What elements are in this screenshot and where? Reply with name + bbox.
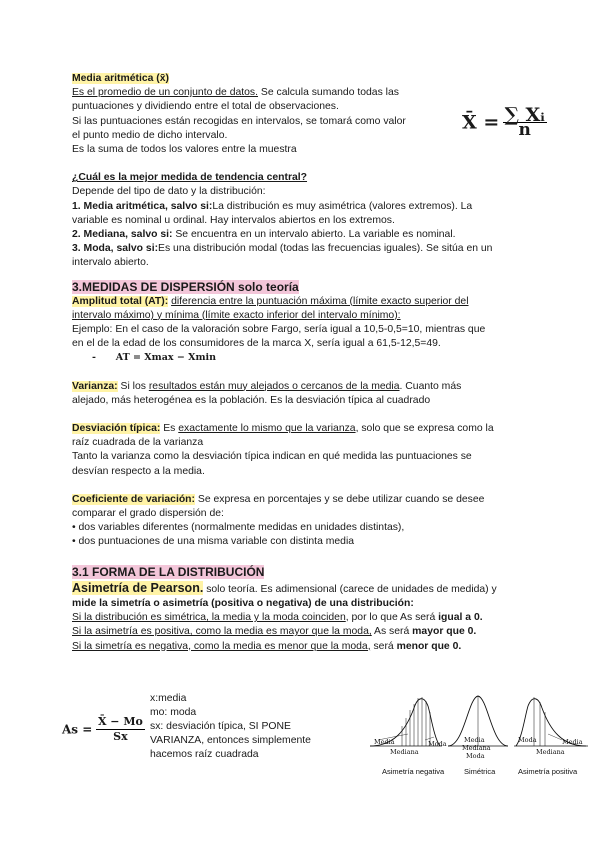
- c1-moda-label: Moda: [428, 740, 447, 748]
- item-3-text: Es una distribución modal (todas las frecuencias iguales). Se sitúa en un: [158, 243, 493, 255]
- coeficiente-bullet-1: • dos variables diferentes (normalmente medidas en unidades distintas),: [72, 522, 405, 534]
- c2-caption: Simétrica: [464, 767, 496, 776]
- mejor-medida-title: ¿Cuál es la mejor medida de tendencia central?: [72, 172, 308, 184]
- negative-skew-curve: [370, 697, 447, 776]
- positiva-rest: As será: [371, 626, 413, 638]
- desviacion-underlined: exactamente lo mismo que la varianza: [178, 423, 356, 435]
- legend-line-2: mo: moda: [150, 707, 197, 718]
- desviacion-line-4: desvían respecto a la media.: [72, 465, 205, 477]
- simetrica-bold: igual a 0.: [438, 612, 483, 624]
- media-definition-rest: Se calcula sumando todas las: [258, 87, 399, 99]
- document-page: [72, 72, 532, 654]
- pearson-line-2: mide la simetría o asimetría (positiva o negativa) de una distribución:: [72, 597, 414, 609]
- dispersion-title: 3.MEDIDAS DE DISPERSIÓN solo teoría: [72, 279, 299, 294]
- amplitud-total-def-cont: intervalo máximo) y mínima (límite exacto inferior del intervalo mínimo):: [72, 309, 401, 321]
- pearson-formula-numerator: X̄ − Mo: [96, 715, 145, 730]
- varianza-pre: Si los: [117, 380, 149, 392]
- at-formula: AT = Xmax − Xmin: [115, 352, 217, 364]
- pearson-formula: [62, 715, 145, 744]
- media-text-line-3: Si las puntuaciones están recogidas en intervalos, se tomará como valor: [72, 115, 406, 127]
- media-text-line-4: el punto medio de dicho intervalo.: [72, 129, 228, 141]
- legend-line-3: sx: desviación típica, SI PONE: [150, 721, 291, 732]
- pearson-formula-denominator: Sx: [113, 730, 128, 744]
- positiva-bold: mayor que 0.: [412, 626, 477, 638]
- varianza-line-2: alejado, más heterogénea es la población. Es la desviación típica al cuadrado: [72, 394, 431, 406]
- pearson-formula-lhs: As =: [62, 722, 93, 737]
- bullet-dash: -: [92, 352, 116, 364]
- media-text-line-5: Es la suma de todos los valores entre la muestra: [72, 144, 297, 156]
- mean-formula-numerator: ∑ Xᵢ: [504, 104, 545, 126]
- mean-formula-denominator: n: [518, 120, 531, 141]
- negativa-bold: menor que 0.: [396, 640, 462, 652]
- coeficiente-line-2: comparar el grado dispersión de:: [72, 508, 224, 520]
- legend-line-1: x:media: [150, 693, 187, 704]
- desviacion-line-3: Tanto la varianza como la desviación típica indican en qué medida las puntuaciones se: [72, 451, 472, 463]
- media-definition-underlined: Es el promedio de un conjunto de datos.: [72, 87, 259, 99]
- item-2-label: 2. Mediana, salvo si:: [72, 229, 173, 241]
- item-1-label: 1. Media aritmética, salvo si:: [72, 200, 213, 212]
- section-mejor-medida: [72, 171, 532, 270]
- media-text-line-2: puntuaciones y dividiendo entre el total de observaciones.: [72, 101, 339, 113]
- desviacion-line-2: raíz cuadrada de la varianza: [72, 437, 204, 449]
- pearson-legend: [150, 692, 350, 762]
- c3-moda-label: Moda: [518, 736, 537, 744]
- legend-line-4: VARIANZA, entonces simplemente: [150, 735, 311, 746]
- asimetria-pearson-label: Asimetría de Pearson.: [72, 580, 204, 595]
- pearson-rest: solo teoría. Es adimensional (carece de unidades de medida) y: [203, 583, 497, 595]
- negativa-underlined: Si la simetría es negativa, como la media es menor que la moda,: [72, 640, 371, 652]
- c3-caption: Asimetría positiva: [518, 767, 578, 776]
- ejemplo-line-1: Ejemplo: En el caso de la valoración sobre Fargo, sería igual a 10,5-0,5=10, mientras que: [72, 324, 486, 336]
- varianza-label: Varianza:: [72, 380, 118, 392]
- section-dispersion: [72, 279, 532, 550]
- varianza-rest: . Cuanto más: [399, 380, 462, 392]
- negativa-rest: será: [370, 640, 397, 652]
- mejor-medida-intro: Depende del tipo de dato y la distribución:: [72, 186, 266, 198]
- forma-distribucion-title: 3.1 FORMA DE LA DISTRIBUCIÓN: [72, 564, 265, 579]
- c3-media-label: Media: [562, 738, 583, 746]
- legend-line-5: hacemos raíz cuadrada: [150, 749, 259, 760]
- coeficiente-rest: Se expresa en porcentajes y se debe utilizar cuando se desee: [195, 493, 485, 505]
- simetrica-rest: , por lo que As será: [345, 612, 439, 624]
- amplitud-total-label: Amplitud total (AT):: [72, 295, 169, 307]
- desviacion-rest: , solo que se expresa como la: [355, 423, 494, 435]
- section-forma-distribucion: [72, 564, 532, 654]
- c2-mediana-label: Mediana: [462, 744, 491, 752]
- c2-moda-label: Moda: [466, 752, 485, 760]
- item-2-text: Se encuentra en un intervalo abierto. La variable es nominal.: [172, 229, 456, 241]
- c1-mediana-label: Mediana: [390, 748, 419, 756]
- item-1-text: La distribución es muy asimétrica (valores extremos). La: [212, 200, 473, 212]
- varianza-underlined: resultados están muy alejados o cercanos de la media: [148, 380, 400, 392]
- item-3-label: 3. Moda, salvo si:: [72, 243, 159, 255]
- c1-caption: Asimetría negativa: [382, 767, 445, 776]
- desviacion-pre: Es: [160, 423, 179, 435]
- coeficiente-variacion-label: Coeficiente de variación:: [72, 493, 195, 505]
- positive-skew-curve: [514, 697, 588, 776]
- media-aritmetica-title: Media aritmética (x̄): [72, 73, 170, 84]
- c1-media-label: Media: [374, 738, 395, 746]
- item-3-text-cont: intervalo abierto.: [72, 257, 149, 269]
- item-1-text-cont: variable es nominal u ordinal. Hay intervalos abiertos en los extremos.: [72, 214, 395, 226]
- amplitud-total-def: diferencia entre la puntuación máxima (límite exacto superior del: [171, 295, 469, 307]
- mean-formula-lhs: X̄ =: [462, 111, 500, 134]
- ejemplo-line-2: en el de la edad de los consumidores de la marca X, sería igual a 61,5-12,5=49.: [72, 338, 441, 350]
- distribution-curves-illustration: [368, 690, 590, 782]
- c2-media-label: Media: [464, 736, 485, 744]
- coeficiente-bullet-2: • dos puntuaciones de una misma variable con distinta media: [72, 536, 355, 548]
- simetrica-underlined: Si la distribución es simétrica, la media y la moda coinciden: [72, 612, 346, 624]
- mean-formula: [462, 104, 547, 141]
- c3-mediana-label: Mediana: [536, 748, 565, 756]
- desviacion-tipica-label: Desviación típica:: [72, 423, 161, 435]
- positiva-underlined: Si la asimetría es positiva, como la media es mayor que la moda,: [72, 626, 372, 638]
- symmetric-curve: [448, 696, 508, 776]
